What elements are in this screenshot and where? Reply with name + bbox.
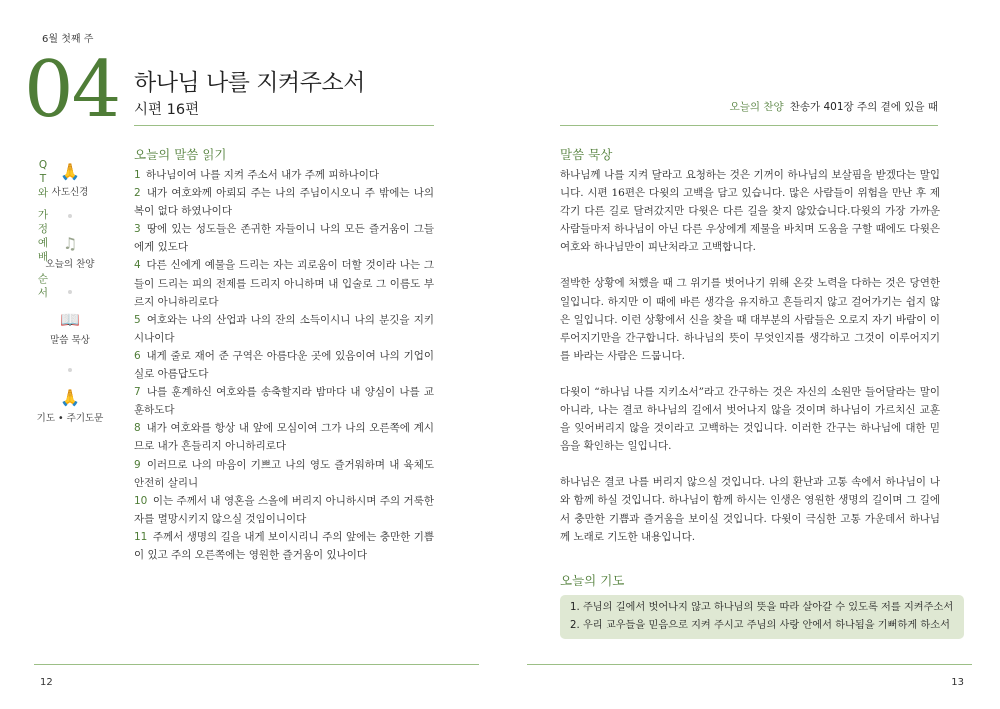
vertical-label-char: T [39, 173, 47, 185]
verse-number: 3 [134, 223, 141, 236]
verse-number: 10 [134, 494, 148, 507]
verse-number: 2 [134, 187, 141, 200]
prayer-box [560, 595, 964, 639]
meditation-paragraph: 하나님께 나를 지켜 달라고 요청하는 것은 기꺼이 하나님의 보살핌을 받겠다는 말입니다. 시편 16편은 다윗의 고백을 담고 있습니다. 많은 사람들이 위험을 만난 후 제각기 다른 길로 달려갔지만 다윗은 다른 길을 찾지 않았습니다.다윗의 가장 가까운 사람들마저 하나님이 아닌 다른 우상에게 제물을 바치며 도움을 구할 때에도 다윗은 여호와 하나님만이 피난처라고 고백합니다. [560, 169, 940, 254]
vertical-label-char: Q [38, 159, 48, 171]
meditation-heading: 말씀 묵상 [560, 147, 613, 162]
verse-number: 8 [134, 422, 141, 435]
step-separator [68, 290, 72, 294]
verse-number: 1 [134, 169, 141, 181]
page-number-left: 12 [40, 677, 53, 688]
footer-rule-left [34, 664, 479, 665]
vertical-label-char: 예 [37, 237, 49, 249]
step-label: 말씀 묵상 [50, 335, 90, 346]
verse [134, 528, 434, 564]
verse-text: 여호와는 나의 산업과 나의 잔의 소득이시니 나의 분깃을 지키시나이다 [134, 313, 434, 344]
verse-number: 11 [134, 530, 148, 543]
prayer-item: 2. 우리 교우들을 믿음으로 지켜 주시고 주님의 사랑 안에서 하나됨을 기뻐하게 하소서 [570, 620, 950, 631]
vertical-label-char: 배 [37, 251, 49, 263]
verse-number: 6 [134, 349, 141, 362]
verse-list [134, 166, 434, 564]
praying-hands-icon: 🙏 [60, 388, 80, 407]
verse [134, 311, 434, 347]
vertical-label-char [36, 200, 50, 208]
verse-text: 이는 주께서 내 영혼을 스올에 버리지 아니하시며 주의 거룩한 자를 멸망시키지 않으실 것임이니이다 [134, 494, 434, 525]
verse-number: 4 [134, 259, 141, 272]
vertical-label-char: 서 [37, 287, 49, 299]
prayer-item: 1. 주님의 길에서 벗어나지 않고 하나님의 뜻을 따라 살아갈 수 있도록 저를 지켜주소서 [570, 602, 954, 613]
verse-number: 5 [134, 313, 141, 326]
day-number: 04 [24, 45, 120, 135]
verse-text: 나를 훈계하신 여호와를 송축할지라 밤마다 내 양심이 나를 교훈하도다 [134, 386, 434, 417]
verse-text: 땅에 있는 성도들은 존귀한 자들이니 나의 모든 즐거움이 그들에게 있도다 [134, 223, 434, 254]
verse [134, 419, 434, 455]
step-hymn [45, 234, 95, 270]
step-label: 사도신경 [51, 187, 89, 198]
verse-text: 주께서 생명의 길을 내게 보이시리니 주의 앞에는 충만한 기쁨이 있고 주의 오른쪽에는 영원한 즐거움이 있나이다 [134, 530, 434, 561]
meditation-paragraph: 하나님은 결코 나를 버리지 않으실 것입니다. 나의 환난과 고통 속에서 하나님이 나와 함께 하실 것입니다. 하나님이 함께 하시는 인생은 영원한 생명의 길이며 그 길에서 충만한 기쁨과 즐거움을 보이실 것입니다. 다윗이 극심한 고통 가운데서 하나님께 노래로 기도한 내용입니다. [560, 476, 940, 543]
verse [134, 456, 434, 492]
hymn-text: 찬송가 401장 주의 곁에 있을 때 [789, 101, 938, 113]
verse-text: 내가 여호와를 항상 내 앞에 모심이여 그가 나의 오른쪽에 계시므로 내가 흔들리지 아니하리로다 [134, 422, 434, 453]
prayer-heading: 오늘의 기도 [560, 573, 625, 588]
verse [134, 220, 434, 256]
header-rule-left [134, 125, 434, 126]
verse-text: 내가 여호와께 아뢰되 주는 나의 주님이시오니 주 밖에는 나의 복이 없다 하였나이다 [134, 187, 434, 218]
verse-text: 하나님이여 나를 지켜 주소서 내가 주께 피하나이다 [142, 169, 380, 181]
step-label: 기도 • 주기도문 [36, 413, 104, 424]
music-note-icon: ♫ [62, 234, 78, 253]
hymn-label: 오늘의 찬양 [729, 101, 784, 113]
week-label: 6월 첫째 주 [42, 34, 94, 45]
verse-text: 내게 줄로 재어 준 구역은 아름다운 곳에 있음이여 나의 기업이 실로 아름답도다 [134, 349, 434, 381]
verse-text: 다른 신에게 예물을 드리는 자는 괴로움이 더할 것이라 나는 그들이 드리는 피의 전제를 드리지 아니하며 내 입술로 그 이름도 부르지 아니하리로다 [134, 259, 434, 308]
meditation-paragraph: 절박한 상황에 처했을 때 그 위기를 벗어나기 위해 온갖 노력을 다하는 것은 당연한 일입니다. 하지만 이 때에 바른 생각을 유지하고 흔들리지 않고 걸어가기는 쉽지 않은 일입니다. 이런 상황에서 신을 찾을 때 대부분의 사람들은 오로지 자기 바람이 이루어지기만을 간구합니다. 하나님의 뜻이 무엇인지를 생각하고 그것이 이루어지기를 바라는 사람은 드뭅니다. [560, 277, 940, 362]
vertical-label-char: 와 [37, 187, 49, 199]
bible-book-icon: 📖 [60, 310, 80, 329]
step-meditation [50, 310, 90, 346]
verse [134, 184, 434, 220]
meditation-paragraph: 다윗이 “하나님 나를 지키소서”라고 간구하는 것은 자신의 소원만 들어달라는 말이 아니라, 나는 결코 하나님의 길에서 벗어나지 않을 것이며 하나님이 가르치신 교훈을 잊어버리지 않을 것이라고 고백하는 것입니다. 이러한 간구는 하나님에 대한 믿음을 확인하는 일입니다. [560, 385, 940, 453]
step-label: 오늘의 찬양 [45, 259, 95, 270]
scripture-reference: 시편 16편 [134, 102, 200, 118]
hymn-line [730, 99, 938, 114]
vertical-label-char: 정 [37, 223, 49, 235]
verse [134, 383, 434, 419]
header-rule-right [560, 125, 938, 126]
verse [134, 256, 434, 310]
step-separator [68, 368, 72, 372]
verse [134, 347, 434, 383]
meditation-body [560, 166, 940, 564]
step-creed [50, 162, 90, 198]
reading-heading: 오늘의 말씀 읽기 [134, 147, 227, 162]
verse-text: 이러므로 나의 마음이 기쁘고 나의 영도 즐거워하며 내 육체도 안전히 살리니 [134, 458, 434, 489]
vertical-label-char: 순 [37, 273, 49, 285]
praying-hands-icon: 🙏 [60, 162, 80, 181]
verse [134, 166, 434, 184]
verse-number: 9 [134, 458, 141, 471]
page-number-right: 13 [951, 677, 964, 688]
verse [134, 492, 434, 528]
verse-number: 7 [134, 386, 141, 399]
page-title: 하나님 나를 지켜주소서 [134, 70, 365, 96]
vertical-label [36, 158, 50, 300]
vertical-label-char: 가 [37, 209, 49, 221]
footer-rule-right [527, 664, 972, 665]
step-separator [68, 214, 72, 218]
step-prayer [36, 388, 104, 424]
